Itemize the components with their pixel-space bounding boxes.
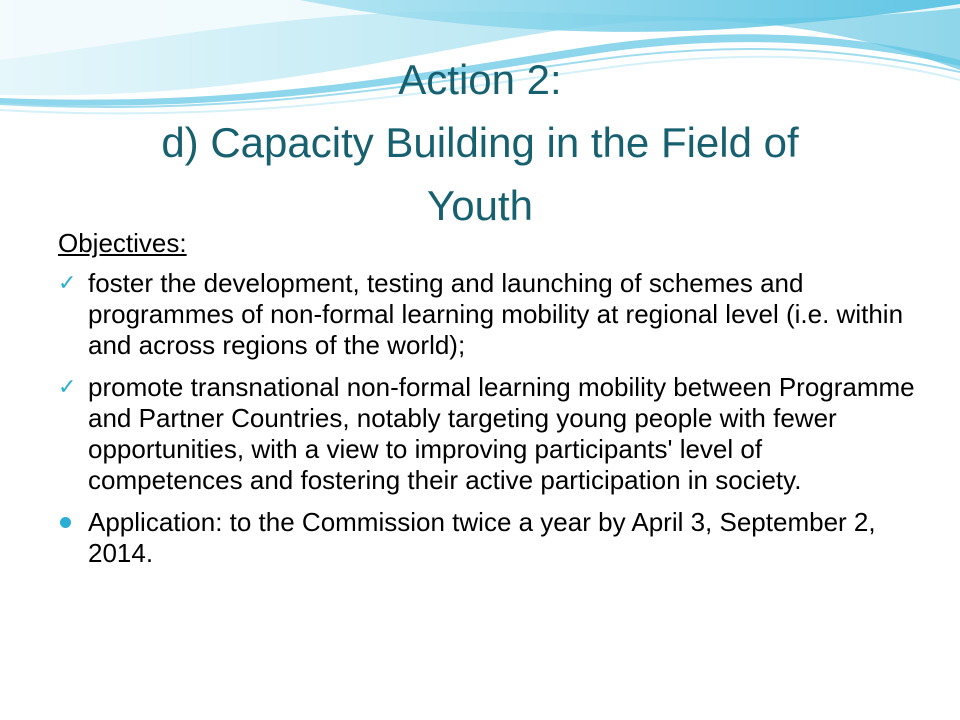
title-line-3: Youth [427, 182, 533, 229]
bullet-text-1: foster the development, testing and launching of schemes and programmes of non-formal learning mobility at regional level (i.e. within and across regions of the world); [88, 268, 904, 360]
check-icon: ✓ [58, 375, 77, 400]
bullet-item-3 [58, 507, 920, 569]
slide-body [58, 228, 920, 580]
dot-icon [60, 517, 71, 528]
check-icon: ✓ [58, 271, 77, 296]
objectives-heading: Objectives: [58, 228, 187, 258]
bullet-text-3: Application: to the Commission twice a year by April 3, September 2, 2014. [88, 507, 876, 568]
bullet-text-2: promote transnational non-formal learning mobility between Programme and Partner Countries, notably targeting young people with fewer opportunities, with a view to improving participants' level of competences and fostering their active participation in society. [88, 372, 915, 495]
title-line-2: d) Capacity Building in the Field of [161, 119, 799, 166]
title-line-1: Action 2: [398, 56, 562, 103]
slide-title [60, 48, 900, 237]
bullet-item-2 [58, 372, 920, 496]
bullet-item-1 [58, 268, 920, 361]
